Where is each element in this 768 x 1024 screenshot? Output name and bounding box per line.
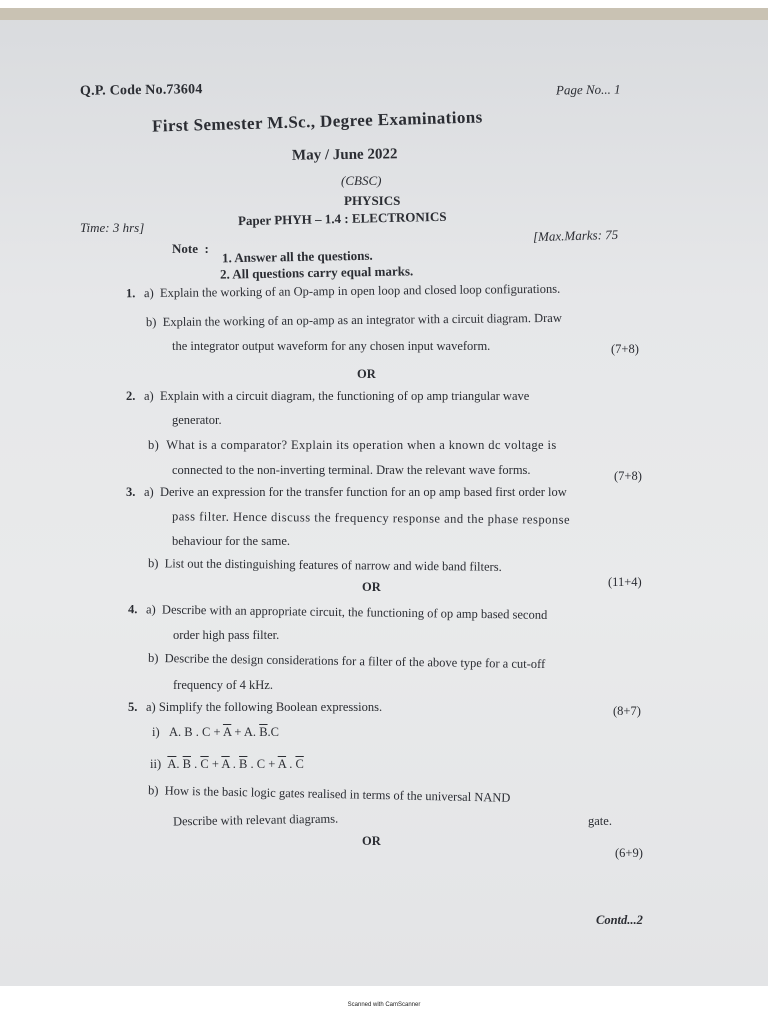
q1a: 1. a) Explain the working of an Op-amp in open loop and closed loop configurations.: [125, 281, 561, 301]
scheme: (CBSC): [341, 173, 382, 188]
continued-note: Contd...2: [596, 913, 643, 927]
q3-marks: (11+4): [608, 575, 642, 589]
subject: PHYSICS: [344, 193, 401, 208]
q2b-line-2: connected to the non-inverting terminal. Draw the relevant wave forms.: [172, 463, 531, 477]
q2b-line-1: b) What is a comparator? Explain its operation when a known dc voltage is: [148, 438, 557, 452]
q1b-line-1: b) Explain the working of an op-amp as an integrator with a circuit diagram. Draw: [145, 310, 562, 330]
or-2: OR: [362, 580, 381, 594]
q4a-line-1: 4. a) Describe with an appropriate circuit, the functioning of op amp based second: [127, 602, 548, 622]
q5a: 5. a) Simplify the following Boolean expressions.: [128, 700, 383, 714]
exam-time: Time: 3 hrs]: [80, 220, 145, 235]
q5-marks: (6+9): [615, 846, 643, 860]
max-marks: [Max.Marks: 75: [532, 226, 619, 245]
q4b-line-2: frequency of 4 kHz.: [173, 678, 273, 692]
q2-marks: (7+8): [614, 469, 642, 483]
q2a-line-2: generator.: [172, 413, 222, 427]
paper-top-edge: [0, 8, 768, 20]
q5-expr-1: i) A. B . $C + \overline{A} + A$. $\overline{B}.C$: [152, 725, 279, 739]
or-3: OR: [362, 834, 381, 848]
q5-expr-2: ii) $\overline{A}$. $\overline{B}$ . $\overline{C} + \overline{A}$ . $\overline{B}$ . $C + \overline{A}$ . $\overline{C}$: [150, 757, 304, 771]
qp-code: Q.P. Code No.73604: [79, 82, 203, 99]
q1b-line-2: the integrator output waveform for any chosen input waveform.: [172, 339, 491, 353]
q3a-line-3: behaviour for the same.: [172, 534, 291, 548]
q5b-line-1: b) How is the basic logic gates realised in terms of the universal NAND: [147, 783, 511, 805]
q3a-line-2: pass filter. Hence discuss the frequency response and the phase response: [171, 509, 571, 527]
note-label: Note :: [172, 241, 209, 256]
q5b-line-2: Describe with relevant diagrams.: [172, 811, 339, 829]
q3b: b) List out the distinguishing features of narrow and wide band filters.: [147, 556, 502, 574]
q4a-line-2: order high pass filter.: [173, 628, 280, 642]
q1-marks: (7+8): [611, 342, 639, 356]
scanner-watermark: Scanned with CamScanner: [347, 1002, 421, 1008]
exam-paper: [0, 8, 768, 986]
page-number: Page No... 1: [555, 81, 621, 98]
or-1: OR: [357, 367, 376, 381]
q4b-line-1: b) Describe the design considerations for a filter of the above type for a cut-off: [147, 650, 546, 672]
q5a-marks: (8+7): [613, 704, 641, 718]
exam-session: May / June 2022: [291, 146, 398, 164]
note-item-2: 2. All questions carry equal marks.: [219, 263, 414, 282]
paper-title: Paper PHYH – 1.4 : ELECTRONICS: [237, 208, 447, 229]
exam-title: First Semester M.Sc., Degree Examinations: [151, 107, 483, 136]
q2a-line-1: 2. a) Explain with a circuit diagram, the functioning of op amp triangular wave: [126, 389, 530, 403]
q3a-line-1: 3. a) Derive an expression for the transfer function for an op amp based first order low: [126, 485, 567, 499]
q5b-gate: gate.: [588, 814, 612, 828]
note-item-1: 1. Answer all the questions.: [221, 247, 373, 266]
